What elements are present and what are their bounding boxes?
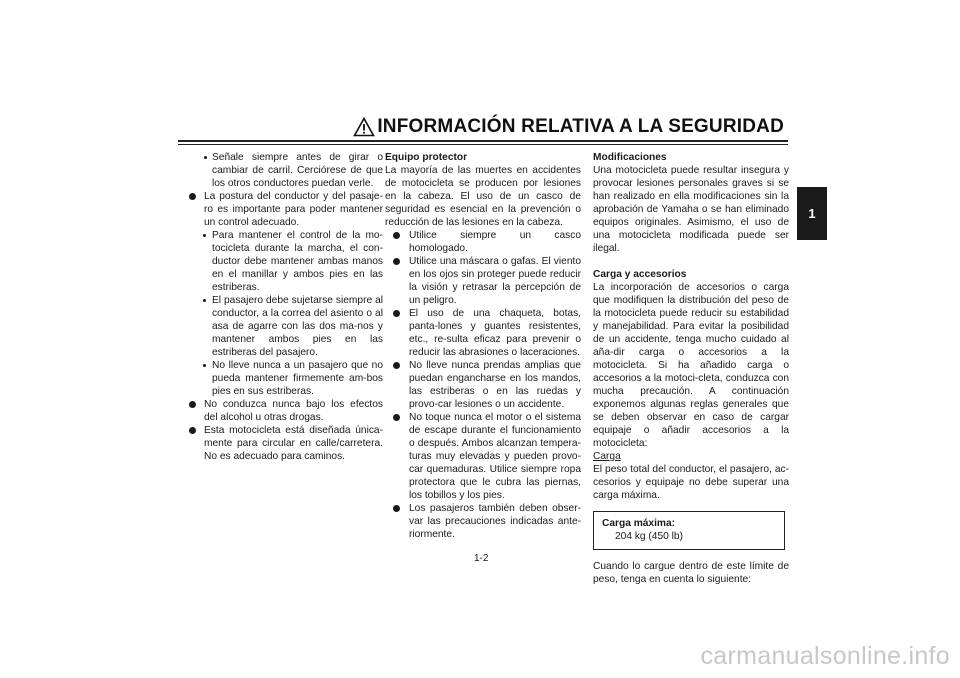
section-heading-modifications: Modificaciones xyxy=(593,152,667,163)
list-item: No lleve nunca prendas amplias que puedan engancharse en los mandos, las estriberas o en las ruedas y provo-car lesiones o un accidente. xyxy=(385,359,581,411)
paragraph: Cuando lo cargue dentro de este límite de peso, tenga en cuenta lo siguiente: xyxy=(593,561,789,585)
paragraph: El peso total del conductor, el pasajero, ac-cesorios y equipaje no debe superar una carga máxima. xyxy=(593,464,789,501)
list-item: Utilice siempre un casco homologado. xyxy=(385,229,581,255)
section-heading-load-accessories: Carga y accesorios xyxy=(593,269,687,280)
header-rule-thin xyxy=(178,144,788,145)
chapter-tab: 1 xyxy=(797,187,827,240)
list-item: El uso de una chaqueta, botas, panta-lones y guantes resistentes, etc., re-sulta eficaz para prevenir o reducir las abrasiones o laceraciones. xyxy=(385,307,581,359)
list-item: Esta motocicleta está diseñada única-mente para circular en calle/carretera. No es adecuado para caminos. xyxy=(187,424,383,463)
list-item: Los pasajeros también deben obser-var las precauciones indicadas ante-riormente. xyxy=(385,502,581,541)
column-2 xyxy=(385,151,581,541)
section-heading-protective-gear: Equipo protector xyxy=(385,152,468,163)
list-item: La postura del conductor y del pasaje-ro es importante para poder mantener un control adecuado. xyxy=(187,190,383,229)
watermark: carmanualsonline.info xyxy=(700,642,950,670)
list-item: No toque nunca el motor o el sistema de escape durante el funcionamiento o después. Ambos alcanzan tempera-turas muy elevadas y pueden provo-car quemaduras. Utilice siempre ropa protectora que le cubra las piernas, los tobillos y los pies. xyxy=(385,411,581,502)
page-title: INFORMACIÓN RELATIVA A LA SEGURIDAD xyxy=(377,116,784,137)
max-load-label: Carga máxima: xyxy=(602,518,676,529)
max-load-box xyxy=(593,511,785,550)
paragraph: La mayoría de las muertes en accidentes de motocicleta se producen por lesiones en la cabeza. El uso de un casco de seguridad es esencial en la prevención o reducción de las lesiones en la cabeza. xyxy=(385,165,581,228)
page-header xyxy=(178,116,788,148)
list-item: No lleve nunca a un pasajero que no pueda mantener firmemente am-bos pies en sus estriberas. xyxy=(187,359,383,398)
column-1 xyxy=(187,151,383,463)
max-load-value: 204 kg (450 lb) xyxy=(615,531,683,542)
list-item: Señale siempre antes de girar o cambiar de carril. Cerciórese de que los otros conductores puedan verle. xyxy=(187,151,383,190)
header-rule-thick xyxy=(178,140,788,142)
page-number: 1-2 xyxy=(474,553,489,564)
sub-heading-load: Carga xyxy=(593,451,621,462)
list-item: Utilice una máscara o gafas. El viento en los ojos sin proteger puede reducir la visión y retrasar la percepción de un peligro. xyxy=(385,255,581,307)
list-item: No conduzca nunca bajo los efectos del alcohol u otras drogas. xyxy=(187,398,383,424)
list-item: Para mantener el control de la mo-tocicleta durante la marcha, el con-ductor debe mantener ambas manos en el manillar y ambos pies en las estriberas. xyxy=(187,229,383,294)
column-3 xyxy=(593,151,789,586)
paragraph: La incorporación de accesorios o carga que modifiquen la distribución del peso de la motocicleta puede reducir su estabilidad y manejabilidad. Para evitar la posibilidad de un accidente, tenga mucho cuidado al aña-dir carga o accesorios a la motocicleta. Si ha añadido carga o accesorios a la motoci-cleta, conduzca con mucha precaución. A continuación exponemos algunas reglas generales que se deben observar en caso de cargar equipaje o añadir accesorios a la motocicleta: xyxy=(593,282,789,449)
paragraph: Una motocicleta puede resultar insegura y provocar lesiones personales graves si se han realizado en ella modificaciones sin la aprobación de Yamaha o se han eliminado equipos originales. Asimismo, el uso de una motocicleta modificada puede ser ilegal. xyxy=(593,165,789,254)
warning-triangle-icon xyxy=(353,117,375,137)
list-item: El pasajero debe sujetarse siempre al conductor, a la correa del asiento o al asa de agarre con las dos ma-nos y mantener ambos pies en las estriberas del pasajero. xyxy=(187,294,383,359)
